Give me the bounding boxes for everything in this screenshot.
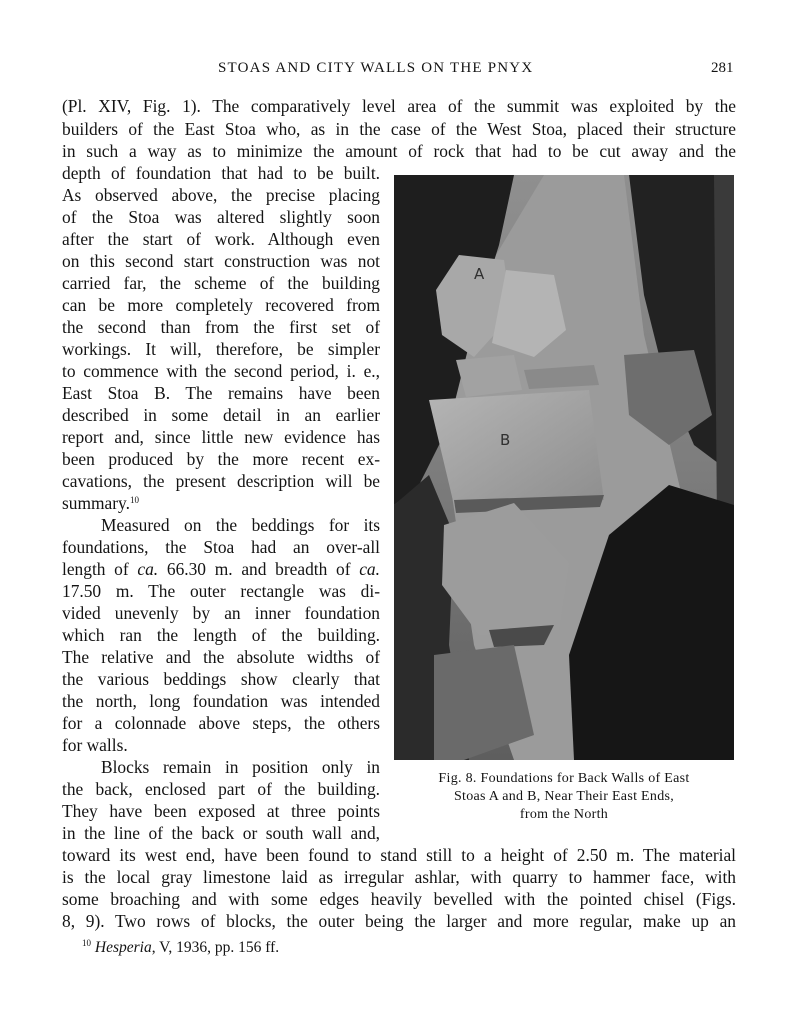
- text-line: in the line of the back or south wall and,: [62, 823, 380, 843]
- paragraph-start: Blocks remain in position only in: [101, 757, 380, 777]
- length-value: 66.30: [166, 559, 207, 579]
- text-line: some broaching and with some edges heavily bevelled with the pointed chisel (Figs.: [62, 889, 736, 909]
- text-line: the various beddings show clearly that: [62, 669, 380, 689]
- figure-label-b: B: [500, 431, 511, 449]
- text-line: been produced by the more recent ex-: [62, 449, 380, 469]
- text-line: after the start of work. Although even: [62, 229, 380, 249]
- text-line: of the Stoa was altered slightly soon: [62, 207, 380, 227]
- text-line: vided unevenly by an inner foundation: [62, 603, 380, 623]
- text-line: on this second start construction was not: [62, 251, 380, 271]
- text-line: the back, enclosed part of the building.: [62, 779, 380, 799]
- text-line: the second than from the first set of: [62, 317, 380, 337]
- text-line: [62, 558, 380, 580]
- text-line: cavations, the present description will be: [62, 471, 380, 491]
- text-fragment: summary.: [62, 493, 130, 513]
- text-line: 8, 9). Two rows of blocks, the outer being the larger and more regular, make up an: [62, 911, 736, 931]
- figure-label-a: A: [474, 265, 485, 283]
- text-fragment: m. and breadth of: [214, 559, 351, 579]
- footnote-journal: Hesperia: [94, 939, 152, 956]
- figure-caption-line: Stoas A and B, Near Their East Ends,: [453, 789, 675, 804]
- footnote-marker: 10: [82, 938, 91, 948]
- figure-caption-line: from the North: [519, 807, 609, 822]
- text-line: in such a way as to minimize the amount of rock that had to be cut away and the: [62, 141, 736, 161]
- text-line: [62, 492, 380, 514]
- footnote-citation: , V, 1936, pp. 156 ff.: [151, 939, 280, 956]
- text-line: East Stoa B. The remains have been: [62, 383, 380, 403]
- text-line: for a colonnade above steps, the others: [62, 713, 380, 733]
- abbrev-circa: ca.: [359, 559, 380, 579]
- text-line: described in some detail in an earlier: [62, 405, 380, 425]
- text-line: for walls.: [62, 735, 128, 755]
- text-line: toward its west end, have been found to stand still to a height of 2.50 m. The material: [62, 845, 736, 865]
- footnote: [82, 939, 279, 957]
- paragraph-start: Measured on the beddings for its: [101, 515, 380, 535]
- text-line: foundations, the Stoa had an over-all: [62, 537, 380, 557]
- text-line: As observed above, the precise placing: [62, 185, 380, 205]
- abbrev-circa: ca.: [137, 559, 159, 579]
- text-line: can be more completely recovered from: [62, 295, 380, 315]
- text-line: report and, since little new evidence has: [62, 427, 380, 447]
- text-line: to commence with the second period, i. e.,: [62, 361, 380, 381]
- text-line: workings. It will, therefore, be simpler: [62, 339, 380, 359]
- text-line: (Pl. XIV, Fig. 1). The comparatively level area of the summit was exploited by the: [62, 96, 736, 116]
- text-line: which ran the length of the building.: [62, 625, 380, 645]
- text-line: depth of foundation that had to be built.: [62, 163, 380, 183]
- text-line: carried far, the scheme of the building: [62, 273, 380, 293]
- figure-caption-line: Fig. 8. Foundations for Back Walls of East: [438, 771, 690, 786]
- text-line: 17.50 m. The outer rectangle was di-: [62, 581, 380, 601]
- footnote-reference: 10: [129, 495, 139, 505]
- text-line: builders of the East Stoa who, as in the case of the West Stoa, placed their structure: [62, 119, 736, 139]
- figure-8-photo: [394, 175, 734, 760]
- page-number: 281: [711, 60, 734, 76]
- text-fragment: length of: [62, 559, 129, 579]
- text-line: The relative and the absolute widths of: [62, 647, 380, 667]
- text-line: the north, long foundation was intended: [62, 691, 380, 711]
- running-header: [0, 60, 801, 82]
- text-line: They have been exposed at three points: [62, 801, 380, 821]
- text-line: is the local gray limestone laid as irregular ashlar, with quarry to hammer face, with: [62, 867, 736, 887]
- running-title: STOAS AND CITY WALLS ON THE PNYX: [218, 60, 534, 76]
